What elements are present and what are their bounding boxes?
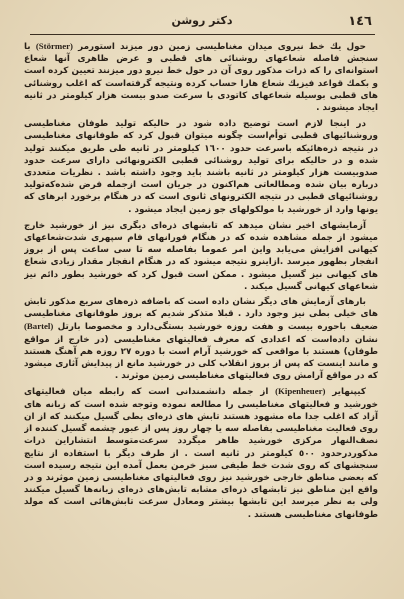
page-number: ١٤٦ <box>348 14 372 29</box>
paragraph-2: در اينجا لازم است توضيح داده شود در حاليكه توليد طوفان مغناطيسى وروشنائيهاى قطبى توأم‌است چگونه ميتوان قبول كرد كه طوفانهاى مغناطيسى در نتيجه ذره‌هائيكه باسرعت حدود ١٦٠٠ كيلومتر در ثانيه طى طريق ميكنند توليد شده و در حاليكه براى توليد روشنائى قطبى الكترونهائى داراى سرعت حدود صدوبيست هزار كيلومتر در ثانيه باشند بايد وجود داشته باشد . نظريات متعددى درباره بيان شده ومطالعاتى هم‌اكنون در جريان است ازجمله فرض شده‌كه‌توليد روشنائيهاى قطبى در نتيجه الكترونهاى ثانوى است كه در هنگام برخورد ابرهاى كه يونها وارد از خورشيد با مولكولهاى جو زمين ايجاد ميشود . <box>24 119 378 215</box>
running-head-title: دكتر روشن <box>171 14 233 27</box>
latin-term: (Bartel) <box>24 321 54 332</box>
header-divider <box>30 34 375 35</box>
paragraph-5: كيپنهاير (Kipenheuer) از جمله دانشمندانى است كه رابطه ميان فعاليتهاى خورشيد و فعاليتهاى مغناطيسى را مطالعه نموده وتوجه شده است كه زبانه هاى آزاد كه اغلب جدا ماه مشهود هستند تابش هاى ذره‌اى بطى گسيل ميكنند كه از ان روى فعاليت مغناطيسى بفاصله سه يا چهار روز پس از عبور چشمه گسيل كننده از نصف‌النهار مركزى خورشيد ظاهر ميگردد سرعت‌متوسط انتشاراين ذرات مذكوردرحدود ٥٠٠ كيلومتر در ثانيه است . از طرف ديگر با استفاده از نتايج سنجشهاى كه روى شدت خط طيفى سبز خرمن بعمل آمده اين نتيجه رسيده است كه بعضى مناطق خارجى خورشيد نيز روى فعاليتهاى مغناطيسى زمين موثرند و در واقع اين مناطق نيز تابشهاى ذره‌اى مشابه تابش‌هاى ذره‌اى زبانه‌ها گسيل ميكنند ولى به نظر ميرسد اين تابشها بيشتر ومعادل سرعت تابش‌هائى است كه مولد طوفانهاى مغناطيسى هستند . <box>24 386 378 520</box>
paragraph-4: بارهاى آزمايش هاى ديگر نشان داده است كه باضافه ذره‌هاى سريع مذكور تابش هاى خيلى بطى نيز وجود دارد . قبلا متذكر شديم كه بروز طوفانهاى مغناطيسى ضعيف باحوره بيست‌ و هفت روزه خورشيد بستگى‌دارد و مخصوصا بارتل (Bartel) نشان داده‌است كه اعدادى كه معرف فعاليتهاى مغناطيسى (در خارج از مواقع طوفان) هستند با مواقعى كه خورشيد آرام است با دوره ٢٧ روزه هم آهنگ هستند و مانند اينست كه پس از بروز انقلاب كلى در خورشيد مانع از پيدايش آثارى ميشود كه در مواقع آرامش روى فعاليتهاى مغناطيسى زمين موثرند . <box>24 297 378 382</box>
body-text <box>24 40 378 585</box>
paragraph-1: حول يك خط نيروى ميدان مغناطيسى زمين دور ميزند استورمر (Störmer) با سنجش فاصله شعاعهاى روشنائى هاى قطبى و عرض ظاهرى آنها شعاع استوانه‌اى را كه ذرات مذكور روى آن در حول خط نيرو دور ميزنند تعيين كرده است و بكمك قواعد فيزيك شعاع هارا حساب كرده ونتيجه گرفته‌است كه اغلب روشنائى هاى قطبى بوسيله شعاعهاى كاتودى با سرعت صدو بيست هزار كيلومتر در ثانيه ايجاد ميشوند . <box>24 41 378 114</box>
latin-term: (Kipenheuer) <box>275 386 326 397</box>
paragraph-3: آزمايشهاى اخير نشان ميدهد كه تابشهاى ذره‌اى ديگرى نيز از خورشيد خارج ميشود از جمله مشاهده شده كه در هنگام فورانهاى فام سپهرى شدت‌شعاعهاى كيهانى افزايش مى‌يابد واين امر عموما بفاصله سه تا سى ساعت پس از بروز انفجار بظهور ميرسد .ازاينرو نتيجه ميشود كه در هنگام انفجار مقدار زيادى شعاع هاى كيهانى نيز گسيل ميشود . ممكن است قبول كرد كه خورشيد بطور دائم نيز شعاعهاى كيهانى گسيل ميكند . <box>24 220 378 292</box>
latin-term: (Störmer) <box>35 41 73 51</box>
